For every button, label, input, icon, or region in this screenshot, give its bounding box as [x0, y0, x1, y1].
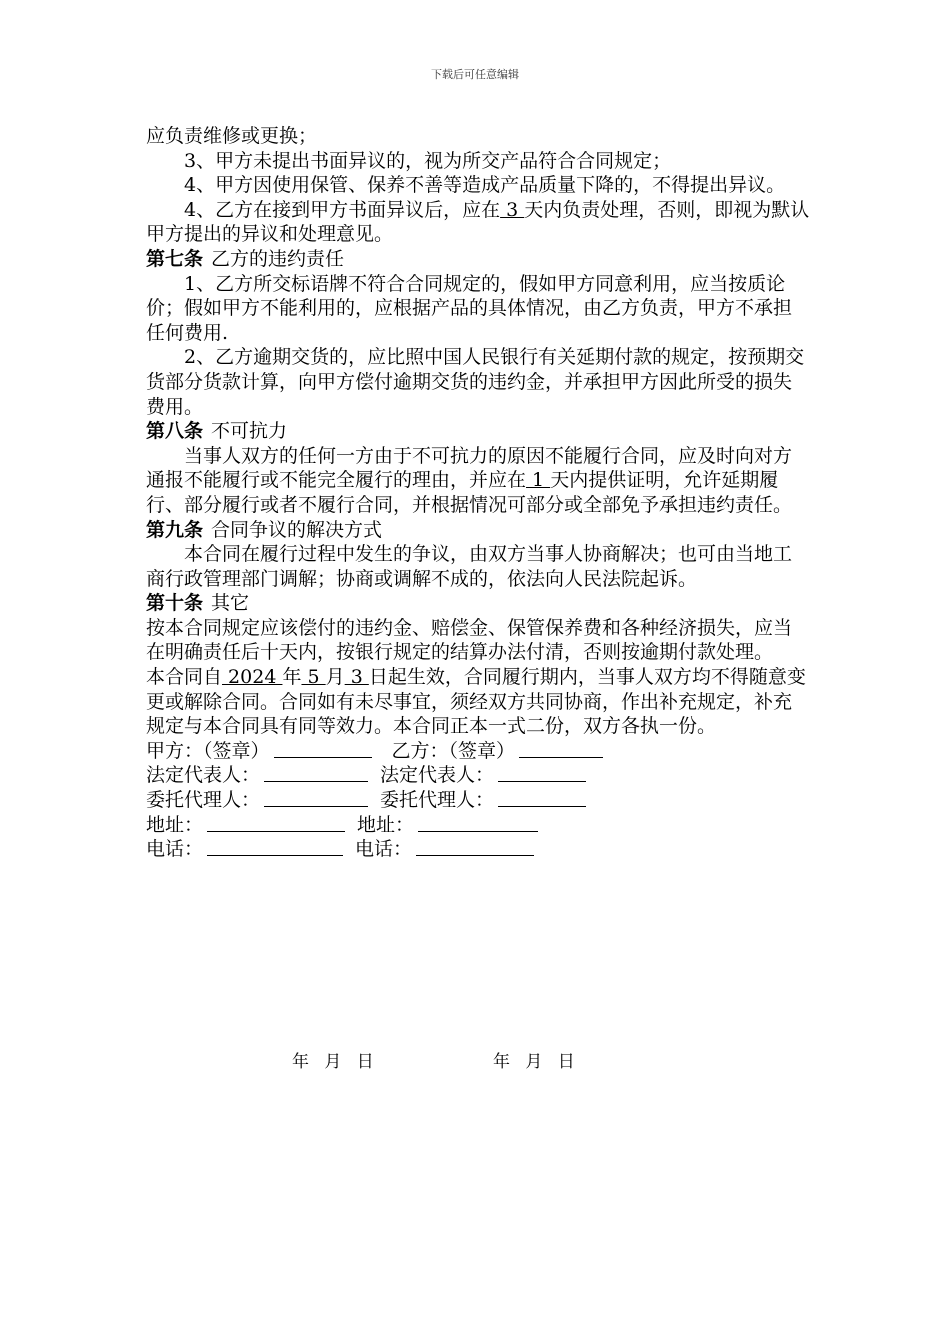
address-blank-a	[207, 813, 345, 832]
article-title: 乙方的违约责任	[211, 247, 345, 270]
contract-body	[146, 124, 810, 862]
phone-label-b: 电话：	[355, 838, 413, 861]
month-value: 5	[301, 666, 326, 689]
text: 月	[325, 666, 345, 689]
article-number: 第七条	[146, 247, 204, 270]
paragraph: 本合同在履行过程中发生的争议，由双方当事人协商解决；也可由当地工商行政管理部门调解；协商或调解不成的，依法向人民法院起诉。	[146, 543, 793, 590]
agent-label-a: 委托代理人：	[146, 789, 261, 812]
party-b-blank	[519, 739, 603, 758]
article-number: 第八条	[146, 420, 204, 443]
party-b-label: 乙方：（签章）	[391, 739, 516, 762]
text: 本合同自	[146, 666, 223, 689]
agent-blank-a	[264, 788, 368, 807]
article-heading	[146, 591, 810, 616]
paragraph: 应负责维修或更换；	[146, 125, 318, 147]
paragraph	[146, 198, 810, 247]
paragraph	[146, 665, 810, 739]
article-heading	[146, 419, 810, 444]
text: 4、乙方在接到甲方书面异议后，应在	[184, 198, 501, 221]
signature-row-agent	[146, 788, 810, 813]
signature-row-legal-rep	[146, 763, 810, 788]
article-number: 第九条	[146, 518, 204, 541]
paragraph: 2、乙方逾期交货的，应比照中国人民银行有关延期付款的规定，按预期交货部分货款计算，向甲方偿付逾期交货的违约金，并承担甲方因此所受的损失费用。	[146, 346, 805, 418]
text: 年	[282, 666, 302, 689]
text: 日起生效，合同履行期内，当事人双方均不得随意变更或解除合同。合同如有未尽事宜，须经双方共同协商，作出补充规定，补充规定与本合同具有同等效力。本合同正本一式二份，双方各执一份。	[146, 666, 806, 738]
legal-rep-label-a: 法定代表人：	[146, 764, 261, 787]
signature-row-party	[146, 739, 810, 764]
phone-label-a: 电话：	[146, 838, 204, 861]
page-header-note: 下载后可任意编辑	[431, 68, 519, 81]
signature-row-phone	[146, 837, 810, 862]
address-label-a: 地址：	[146, 813, 204, 836]
text: 当事人双方的任何一方由于不可抗力的原因不能履行合同，应及时向对方通报不能履行或不能完全履行的理由，并应在	[146, 444, 793, 492]
article-number: 第十条	[146, 592, 204, 615]
date-right: 年 月 日	[493, 1052, 575, 1072]
party-a-blank	[274, 739, 372, 758]
paragraph: 1、乙方所交标语牌不符合合同规定的，假如甲方同意利用，应当按质论价；假如甲方不能利用的，应根据产品的具体情况，由乙方负责，甲方不承担任何费用.	[146, 272, 793, 344]
article-heading	[146, 247, 810, 272]
article-title: 合同争议的解决方式	[211, 518, 383, 541]
text: 天内提供证明，允许延期履行、部分履行或者不履行合同，并根据情况可部分或全部免予承担违约责任。	[146, 469, 793, 516]
days-value: 1	[526, 469, 551, 492]
days-value: 3	[500, 198, 525, 221]
legal-rep-blank-b	[498, 763, 586, 782]
address-blank-b	[418, 813, 538, 832]
address-label-b: 地址：	[357, 813, 415, 836]
paragraph: 4、甲方因使用保管、保养不善等造成产品质量下降的，不得提出异议。	[184, 174, 786, 197]
phone-blank-a	[207, 837, 343, 856]
text: 天内负责处理，否则，即视为默认甲方提出的异议和处理意见。	[146, 198, 810, 246]
paragraph	[146, 444, 810, 518]
signature-row-address	[146, 813, 810, 838]
legal-rep-blank-a	[264, 763, 368, 782]
party-a-label: 甲方：（签章）	[146, 739, 270, 762]
phone-blank-b	[416, 837, 534, 856]
legal-rep-label-b: 法定代表人：	[380, 764, 495, 787]
agent-label-b: 委托代理人：	[380, 789, 495, 812]
paragraph: 3、甲方未提出书面异议的，视为所交产品符合合同规定；	[184, 149, 672, 172]
article-title: 不可抗力	[211, 420, 288, 443]
date-left: 年 月 日	[292, 1052, 374, 1072]
day-value: 3	[344, 666, 369, 689]
paragraph: 按本合同规定应该偿付的违约金、赔偿金、保管保养费和各种经济损失，应当在明确责任后十天内，按银行规定的结算办法付清，否则按逾期付款处理。	[146, 616, 793, 664]
article-heading	[146, 518, 810, 543]
year-value: 2024	[222, 666, 283, 689]
article-title: 其它	[211, 592, 250, 615]
agent-blank-b	[498, 788, 586, 807]
